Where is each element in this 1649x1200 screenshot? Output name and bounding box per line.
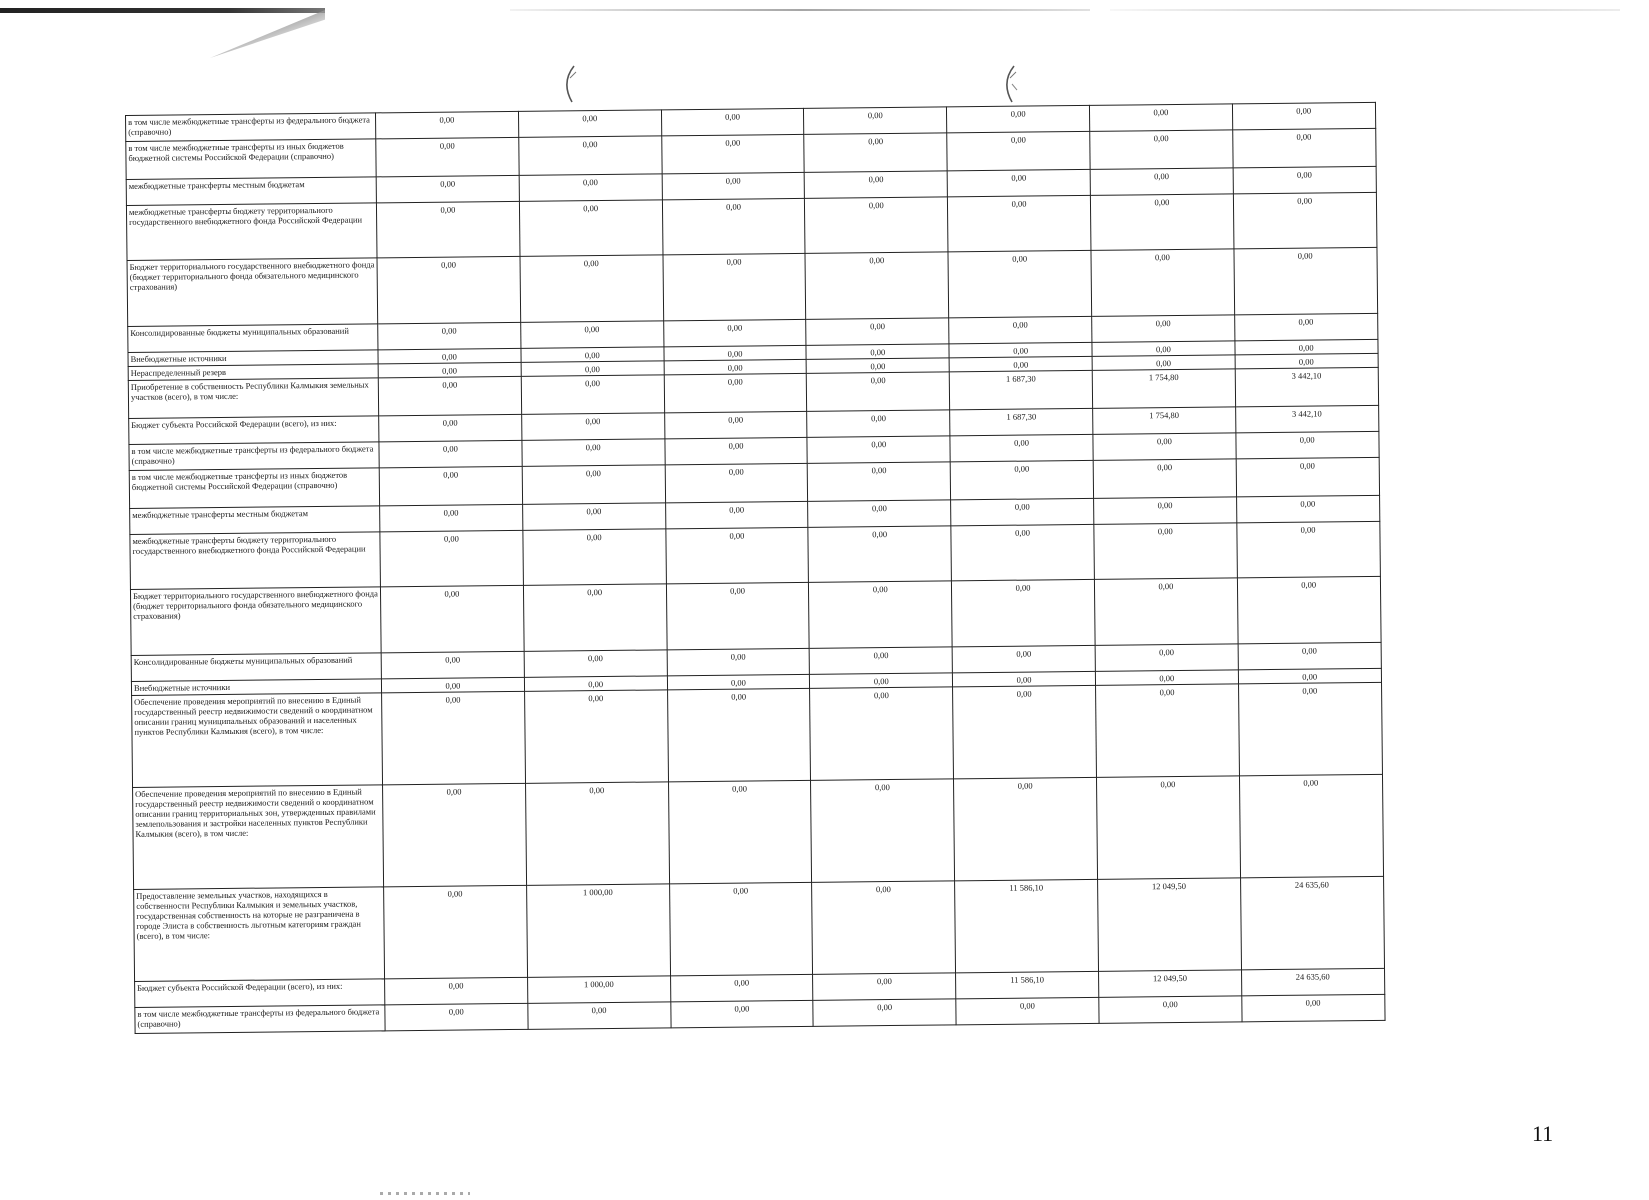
- row-value: 0,00: [951, 498, 1094, 525]
- row-value: 0,00: [667, 688, 811, 781]
- row-label: Приобретение в собственность Республики Калмыкия земельных участков (всего), в том числе:: [128, 378, 378, 419]
- row-value: 0,00: [378, 348, 521, 363]
- row-value: 0,00: [949, 316, 1092, 343]
- row-value: 0,00: [380, 504, 523, 531]
- row-value: 0,00: [810, 673, 953, 688]
- row-value: 0,00: [1092, 315, 1235, 342]
- scan-artifact-line: [1110, 9, 1620, 11]
- row-value: 0,00: [375, 111, 518, 138]
- row-value: 0,00: [809, 581, 952, 648]
- row-value: 0,00: [524, 690, 668, 783]
- row-value: 0,00: [951, 524, 1094, 580]
- row-value: 0,00: [670, 974, 813, 1001]
- row-value: 11 586,10: [955, 879, 1099, 972]
- table-row: [133, 774, 1384, 889]
- row-value: 24 635,60: [1241, 968, 1384, 995]
- row-value: 0,00: [380, 585, 523, 652]
- row-value: 0,00: [665, 463, 808, 502]
- row-value: 0,00: [1090, 194, 1233, 250]
- row-value: 1 754,80: [1092, 369, 1235, 408]
- row-value: 0,00: [522, 465, 665, 504]
- row-value: 0,00: [808, 500, 951, 527]
- row-value: 0,00: [949, 356, 1092, 371]
- row-value: 0,00: [668, 780, 812, 883]
- row-label: в том числе межбюджетные трансферты из федерального бюджета (справочно): [135, 1005, 385, 1034]
- row-label: Обеспечение проведения мероприятий по внесению в Единый государственный реестр недвижимости сведений о координатном описании границ муниципальных образований и населенных пунктов Республики Калмыкия (всего), в том числе:: [132, 693, 383, 788]
- row-label: Внебюджетные источники: [128, 350, 378, 367]
- row-label: Консолидированные бюджеты муниципальных образований: [128, 324, 378, 353]
- row-value: 0,00: [520, 255, 663, 322]
- row-value: 0,00: [1236, 495, 1379, 522]
- row-value: 0,00: [1096, 776, 1240, 879]
- row-value: 0,00: [808, 462, 951, 501]
- row-value: 1 754,80: [1093, 407, 1236, 434]
- row-label: Бюджет субъекта Российской Федерации (всего), из них:: [135, 979, 385, 1008]
- row-value: 1 687,30: [950, 408, 1093, 435]
- row-value: 0,00: [1232, 128, 1375, 167]
- row-value: 0,00: [1091, 249, 1234, 316]
- row-value: 0,00: [949, 342, 1092, 357]
- scan-artifact-bar: [0, 8, 325, 13]
- row-value: 0,00: [377, 256, 520, 323]
- row-value: 0,00: [947, 105, 1090, 132]
- row-value: 0,00: [811, 779, 955, 882]
- row-value: 0,00: [385, 1003, 528, 1030]
- row-value: 0,00: [1089, 104, 1232, 131]
- row-value: 0,00: [804, 107, 947, 134]
- row-label: Внебюджетные источники: [131, 679, 381, 696]
- row-value: 0,00: [662, 172, 805, 199]
- row-value: 0,00: [664, 411, 807, 438]
- row-value: 0,00: [804, 133, 947, 172]
- row-value: 0,00: [1237, 521, 1380, 577]
- row-value: 0,00: [953, 671, 1096, 686]
- table-row: [134, 876, 1384, 981]
- row-value: 0,00: [1095, 644, 1238, 671]
- row-value: 0,00: [667, 674, 810, 689]
- row-value: 0,00: [1234, 313, 1377, 340]
- row-value: 0,00: [1090, 130, 1233, 169]
- row-value: 0,00: [378, 376, 521, 415]
- row-label: межбюджетные трансферты бюджету территориального государственного внебюджетного фонда Российской Федерации: [126, 203, 377, 261]
- row-label: Консолидированные бюджеты муниципальных образований: [131, 653, 381, 682]
- row-label: Обеспечение проведения мероприятий по внесению в Единый государственный реестр недвижимости сведений о координатном описании границ территориальных зон, утвержденных правилами землепользования и застройки населенных пунктов Республики Калмыкия (всего), в том числе:: [133, 785, 384, 890]
- row-value: 0,00: [376, 201, 519, 257]
- row-value: 0,00: [518, 110, 661, 137]
- row-value: 0,00: [948, 250, 1091, 317]
- row-value: 0,00: [805, 171, 948, 198]
- scan-artifact-line: [510, 9, 1090, 11]
- row-value: 0,00: [379, 414, 522, 441]
- row-value: 0,00: [950, 460, 1093, 499]
- row-value: 0,00: [808, 526, 951, 582]
- row-value: 12 049,50: [1098, 878, 1242, 971]
- row-value: 0,00: [383, 783, 527, 886]
- budget-table: [125, 102, 1385, 1034]
- row-label: межбюджетные трансферты бюджету территориального государственного внебюджетного фонда Российской Федерации: [130, 532, 381, 590]
- row-value: 0,00: [384, 885, 528, 978]
- scan-artifact-wedge: [210, 10, 325, 58]
- row-value: 0,00: [521, 361, 664, 376]
- row-value: 0,00: [1094, 578, 1237, 645]
- row-value: 0,00: [1232, 102, 1375, 129]
- row-value: 0,00: [519, 136, 662, 175]
- row-value: 0,00: [1233, 192, 1376, 248]
- row-value: 0,00: [947, 131, 1090, 170]
- handwritten-mark-icon: [560, 64, 582, 108]
- row-value: 0,00: [381, 651, 524, 678]
- row-value: 0,00: [1239, 774, 1383, 877]
- row-label: Предоставление земельных участков, находящихся в собственности Республики Калмыкия и земельных участков, государственная собственность на которые не разграничена в городе Элиста в собственность льготным категориям граждан (всего), в том числе:: [134, 887, 385, 982]
- row-value: 0,00: [528, 1002, 671, 1029]
- row-value: 0,00: [1092, 341, 1235, 356]
- row-value: 0,00: [810, 647, 953, 674]
- row-value: 0,00: [1090, 168, 1233, 195]
- row-value: 0,00: [806, 344, 949, 359]
- row-value: 0,00: [810, 687, 954, 780]
- scan-artifact-dots: [380, 1192, 470, 1195]
- row-value: 0,00: [1093, 459, 1236, 498]
- row-value: 0,00: [521, 413, 664, 440]
- row-value: 0,00: [378, 322, 521, 349]
- table-row: [132, 682, 1382, 787]
- row-value: 0,00: [813, 973, 956, 1000]
- row-label: в том числе межбюджетные трансферты из федерального бюджета (справочно): [129, 442, 379, 471]
- page-number: 11: [1532, 1121, 1554, 1146]
- row-label: Бюджет субъекта Российской Федерации (всего), из них:: [129, 416, 379, 445]
- budget-table-sheet: [125, 102, 1385, 1034]
- row-value: 0,00: [807, 436, 950, 463]
- row-value: 0,00: [665, 501, 808, 528]
- row-value: 0,00: [956, 997, 1099, 1024]
- row-value: 0,00: [1236, 457, 1379, 496]
- row-value: 3 442,10: [1235, 405, 1378, 432]
- row-value: 0,00: [952, 579, 1095, 646]
- row-value: 0,00: [523, 584, 666, 651]
- handwritten-mark-icon: [1000, 64, 1022, 108]
- row-value: 0,00: [381, 677, 524, 692]
- row-label: межбюджетные трансферты местным бюджетам: [130, 506, 380, 535]
- row-value: 0,00: [805, 197, 948, 253]
- row-value: 0,00: [1095, 670, 1238, 685]
- row-value: 0,00: [1093, 433, 1236, 460]
- row-value: 0,00: [807, 410, 950, 437]
- row-value: 0,00: [1234, 247, 1377, 314]
- row-value: 0,00: [1236, 431, 1379, 458]
- row-value: 0,00: [523, 529, 666, 585]
- row-value: 0,00: [1238, 682, 1382, 775]
- row-value: 0,00: [382, 691, 526, 784]
- row-label: Бюджет территориального государственного внебюджетного фонда (бюджет территориального фонда обязательного медицинского страхования): [130, 587, 381, 656]
- row-value: 0,00: [385, 977, 528, 1004]
- row-value: 0,00: [378, 362, 521, 377]
- row-value: 0,00: [947, 169, 1090, 196]
- row-label: межбюджетные трансферты местным бюджетам: [126, 177, 376, 206]
- row-value: 0,00: [948, 195, 1091, 251]
- row-value: 0,00: [661, 134, 804, 173]
- row-value: 0,00: [664, 359, 807, 374]
- row-value: 0,00: [1235, 353, 1378, 368]
- row-value: 0,00: [522, 439, 665, 466]
- row-value: 0,00: [812, 881, 956, 974]
- row-value: 1 000,00: [527, 976, 670, 1003]
- row-label: Нераспределенный резерв: [128, 364, 378, 381]
- row-value: 0,00: [519, 174, 662, 201]
- row-value: 0,00: [806, 358, 949, 373]
- row-value: 0,00: [807, 372, 950, 411]
- row-value: 0,00: [1092, 355, 1235, 370]
- row-value: 0,00: [1238, 668, 1381, 683]
- row-value: 12 049,50: [1099, 970, 1242, 997]
- row-value: 3 442,10: [1235, 367, 1378, 406]
- row-value: 0,00: [806, 318, 949, 345]
- row-value: 0,00: [664, 345, 807, 360]
- row-value: 11 586,10: [956, 971, 1099, 998]
- row-value: 0,00: [805, 252, 948, 319]
- row-value: 0,00: [661, 108, 804, 135]
- row-value: 0,00: [524, 650, 667, 677]
- row-value: 0,00: [1235, 339, 1378, 354]
- row-value: 0,00: [950, 434, 1093, 461]
- row-value: 0,00: [669, 882, 813, 975]
- row-label: в том числе межбюджетные трансферты из иных бюджетов бюджетной системы Российской Федерации (справочно): [126, 139, 376, 180]
- row-value: 0,00: [952, 645, 1095, 672]
- row-value: 0,00: [1237, 576, 1380, 643]
- row-value: 0,00: [1099, 996, 1242, 1023]
- row-value: 0,00: [1094, 497, 1237, 524]
- row-value: 0,00: [380, 530, 523, 586]
- row-value: 0,00: [663, 253, 806, 320]
- row-value: 0,00: [521, 347, 664, 362]
- row-value: 0,00: [524, 676, 667, 691]
- row-value: 0,00: [519, 200, 662, 256]
- row-value: 0,00: [525, 782, 669, 885]
- row-value: 0,00: [376, 175, 519, 202]
- row-value: 0,00: [1096, 684, 1240, 777]
- row-label: в том числе межбюджетные трансферты из иных бюджетов бюджетной системы Российской Федерации (справочно): [129, 468, 379, 509]
- row-value: 0,00: [521, 375, 664, 414]
- row-value: 0,00: [666, 582, 809, 649]
- row-value: 0,00: [1242, 994, 1385, 1021]
- row-label: Бюджет территориального государственного внебюджетного фонда (бюджет территориального фонда обязательного медицинского страхования): [127, 258, 378, 327]
- row-value: 0,00: [522, 503, 665, 530]
- row-value: 0,00: [813, 999, 956, 1026]
- row-value: 0,00: [953, 685, 1097, 778]
- row-value: 1 687,30: [949, 370, 1092, 409]
- row-value: 0,00: [379, 466, 522, 505]
- row-value: 0,00: [379, 440, 522, 467]
- budget-table-body: [126, 102, 1385, 1033]
- row-value: 24 635,60: [1240, 876, 1384, 969]
- row-label: в том числе межбюджетные трансферты из федерального бюджета (справочно): [126, 113, 376, 142]
- row-value: 0,00: [665, 437, 808, 464]
- row-value: 0,00: [664, 373, 807, 412]
- row-value: 0,00: [667, 648, 810, 675]
- row-value: 0,00: [670, 1000, 813, 1027]
- row-value: 0,00: [376, 137, 519, 176]
- row-value: 0,00: [665, 527, 808, 583]
- row-value: 0,00: [1233, 166, 1376, 193]
- row-value: 0,00: [954, 777, 1098, 880]
- row-value: 0,00: [1094, 523, 1237, 579]
- row-value: 1 000,00: [526, 884, 670, 977]
- row-value: 0,00: [663, 319, 806, 346]
- row-value: 0,00: [662, 198, 805, 254]
- row-value: 0,00: [520, 321, 663, 348]
- row-value: 0,00: [1238, 642, 1381, 669]
